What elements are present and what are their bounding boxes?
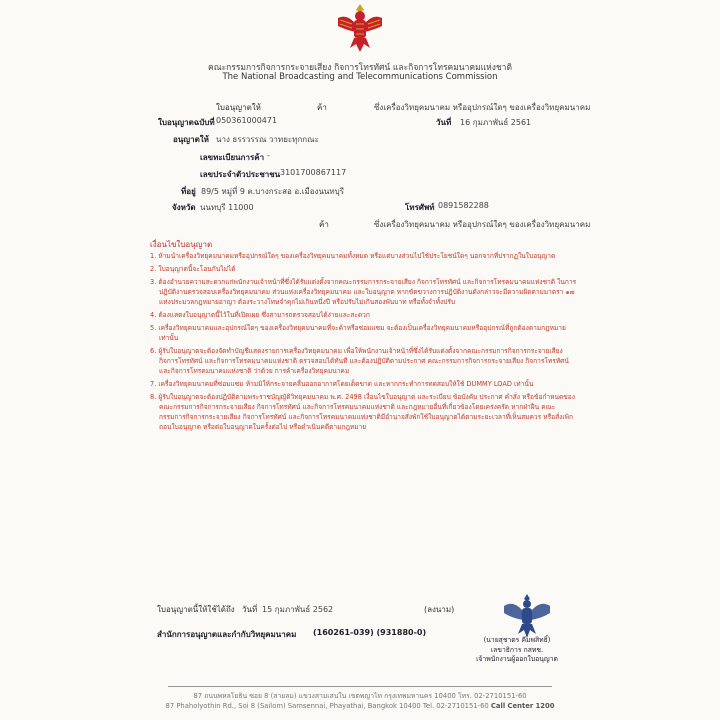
footer-call-center: Call Center 1200 <box>490 702 555 710</box>
license-type-value-2: ซึ่งเครื่องวิทยุคมนาคม หรืออุปกรณ์ใดๆ ของเครื่องวิทยุคมนาคม <box>374 220 591 229</box>
condition-item: 1. ห้ามนำเครื่องวิทยุคมนาคมหรืออุปกรณ์ใดๆ ของเครื่องวิทยุคมนาคมทั้งหมด หรือแต่บางส่วนไปใช้ประโยชน์ใดๆ นอกจากที่ปรากฏในใบอนุญาต <box>150 252 556 260</box>
phone-label: โทรศัพท์ <box>405 203 435 212</box>
condition-item: 7. เครื่องวิทยุคมนาคมที่ซ่อมแซม ห้ามมิให้กระจายคลื่นออกอากาศโดยเด็ดขาด และหากกระทำการทดสอบให้ใช้ DUMMY LOAD เท่านั้น <box>150 379 534 388</box>
validity-label: ใบอนุญาตนี้ให้ใช้ได้ถึง <box>157 605 235 614</box>
issue-date-label: วันที่ <box>436 118 452 127</box>
conditions-list <box>150 251 578 435</box>
signatory-name: (นายสุชาตร คีมพสิทธิ์) <box>483 636 551 644</box>
office-phone: (160261-039) (931880-0) <box>313 628 427 637</box>
footer-divider <box>168 686 552 687</box>
province-value: นนทบุรี 11000 <box>200 203 254 212</box>
sign-label: (ลงนาม) <box>424 605 455 614</box>
issue-date-value: 16 กุมภาพันธ์ 2561 <box>460 118 532 127</box>
footer-address-english-line <box>0 702 720 710</box>
license-type-value: ซึ่งเครื่องวิทยุคมนาคม หรืออุปกรณ์ใดๆ ของเครื่องวิทยุคมนาคม <box>374 103 591 112</box>
address-label: ที่อยู่ <box>181 187 196 196</box>
condition-item: 5. เครื่องวิทยุคมนาคมและอุปกรณ์ใดๆ ของเครื่องวิทยุคมนาคมที่จะค้าหรือซ่อมแซม จะต้องเป็นเครื่องวิทยุคมนาคมหรืออุปกรณ์ที่ถูกต้องตามกฎหมายเท่านั้น <box>150 323 566 342</box>
province-label: จังหวัด <box>172 203 196 212</box>
signatory-position: เลขาธิการ กสทช. <box>490 645 544 654</box>
trade-registration-label: เลขทะเบียนการค้า <box>200 153 265 162</box>
condition-item: 8. ผู้รับใบอนุญาตจะต้องปฏิบัติตามพระราชบัญญัติวิทยุคมนาคม พ.ศ. 2498 เงื่อนไขใบอนุญาต และระเบียบ ข้อบังคับ ประกาศ คำสั่ง หรือข้อกำหนดของคณะกรรมการกิจการกระจายเสียง กิจการโทรทัศน์ และกิจการโทรคมนาคมแห่งชาติ และกฎหมายอื่นที่เกี่ยวข้องโดยเคร่งครัด หากฝ่าฝืน คณะกรรมการกิจการกระจายเสียง กิจการโทรทัศน์ และกิจการโทรคมนาคมแห่งชาติมีอำนาจสั่งพักใช้ใบอนุญาตได้ตามระยะเวลาที่เห็นสมควร หรือสั่งเพิกถอนใบอนุญาต หรือต่อใบอนุญาตในครั้งต่อไป หรือดำเนินคดีตามกฎหมาย <box>150 392 575 432</box>
validity-date-label: วันที่ <box>242 605 258 614</box>
license-number-value: 050361000471 <box>216 116 278 125</box>
org-name-thai: คณะกรรมการกิจการกระจายเสียง กิจการโทรทัศน์ และกิจการโทรคมนาคมแห่งชาติ <box>208 63 512 73</box>
phone-value: 0891582288 <box>438 201 489 210</box>
signatory-role: เจ้าพนักงานผู้ออกใบอนุญาต <box>476 655 558 663</box>
condition-item: 3. ต้องอำนวยความสะดวกแก่พนักงานเจ้าหน้าที่ซึ่งได้รับแต่งตั้งจากคณะกรรมการกระจายเสียง กิจการโทรทัศน์ และกิจการโทรคมนาคมแห่งชาติ ในการปฏิบัติงานตรวจสอบเครื่องวิทยุคมนาคม ส่วนแห่งเครื่องวิทยุคมนาคม และใบอนุญาต หากขัดขวางการปฏิบัติงานดังกล่าวจะมีความผิดตามมาตรา ๑๗ แห่งประมวลกฎหมายอาญา ต้องระวางโทษจำคุกไม่เกินหนึ่งปี หรือปรับไม่เกินสองพันบาท หรือทั้งจำทั้งปรับ <box>150 277 577 306</box>
org-name-english: The National Broadcasting and Telecommunications Commission <box>222 72 498 82</box>
citizen-id-label: เลขประจำตัวประชาชน <box>200 170 281 179</box>
condition-item: 4. ต้องแสดงใบอนุญาตนี้ไว้ในที่เปิดเผย ซึ่งสามารถตรวจสอบได้ง่ายและสะดวก <box>150 310 370 319</box>
condition-item: 6. ผู้รับใบอนุญาตจะต้องจัดทำบัญชีแสดงรายการเครื่องวิทยุคมนาคม เพื่อให้พนักงานเจ้าหน้าที่ซึ่งได้รับแต่งตั้งจากคณะกรรมการกิจการกระจายเสียง กิจการโทรทัศน์ และกิจการโทรคมนาคมแห่งชาติ ตรวจสอบได้ทันที และต้องปฏิบัติตามประกาศ คณะกรรมการกิจการกระจายเสียง กิจการโทรทัศน์ และกิจการโทรคมนาคมแห่งชาติ ว่าด้วย การค้าเครื่องวิทยุคมนาคม <box>150 346 569 375</box>
license-type-word-2: ค้า <box>319 220 329 229</box>
address-value: 89/5 หมู่ที่ 9 ต.บางกระสอ อ.เมืองนนทบุรี <box>201 187 345 196</box>
footer-address-thai: 87 ถนนพหลโยธิน ซอย 8 (สายลม) แขวงสามเสนใน เขตพญาไท กรุงเทพมหานคร 10400 โทร. 02-2710151-60 <box>193 692 527 700</box>
signatory-block <box>452 636 582 665</box>
license-type-word: ค้า <box>317 103 327 112</box>
citizen-id-value: 3101700867117 <box>280 168 347 177</box>
conditions-heading: เงื่อนไขใบอนุญาต <box>150 240 213 249</box>
license-type-label: ใบอนุญาตให้ <box>216 103 261 112</box>
garuda-emblem-icon <box>334 0 386 56</box>
office-label: สำนักการอนุญาตและกำกับวิทยุคมนาคม <box>157 630 297 639</box>
grantee-label: อนุญาตให้ <box>173 135 209 144</box>
footer-address-english: 87 Phaholyothin Rd., Soi 8 (Sailom) Samsennai, Phayathai, Bangkok 10400 Tel. 02-2710151-60 <box>165 702 489 710</box>
validity-date-value: 15 กุมภาพันธ์ 2562 <box>262 605 334 614</box>
condition-item: 2. ใบอนุญาตนี้จะโอนกันไม่ได้ <box>150 264 236 273</box>
grantee-value: นาง ธรรวรรณ วาทยะทุกกณะ <box>216 135 319 144</box>
trade-registration-value: - <box>267 151 270 160</box>
license-number-label: ใบอนุญาตฉบับที่ <box>158 118 215 127</box>
